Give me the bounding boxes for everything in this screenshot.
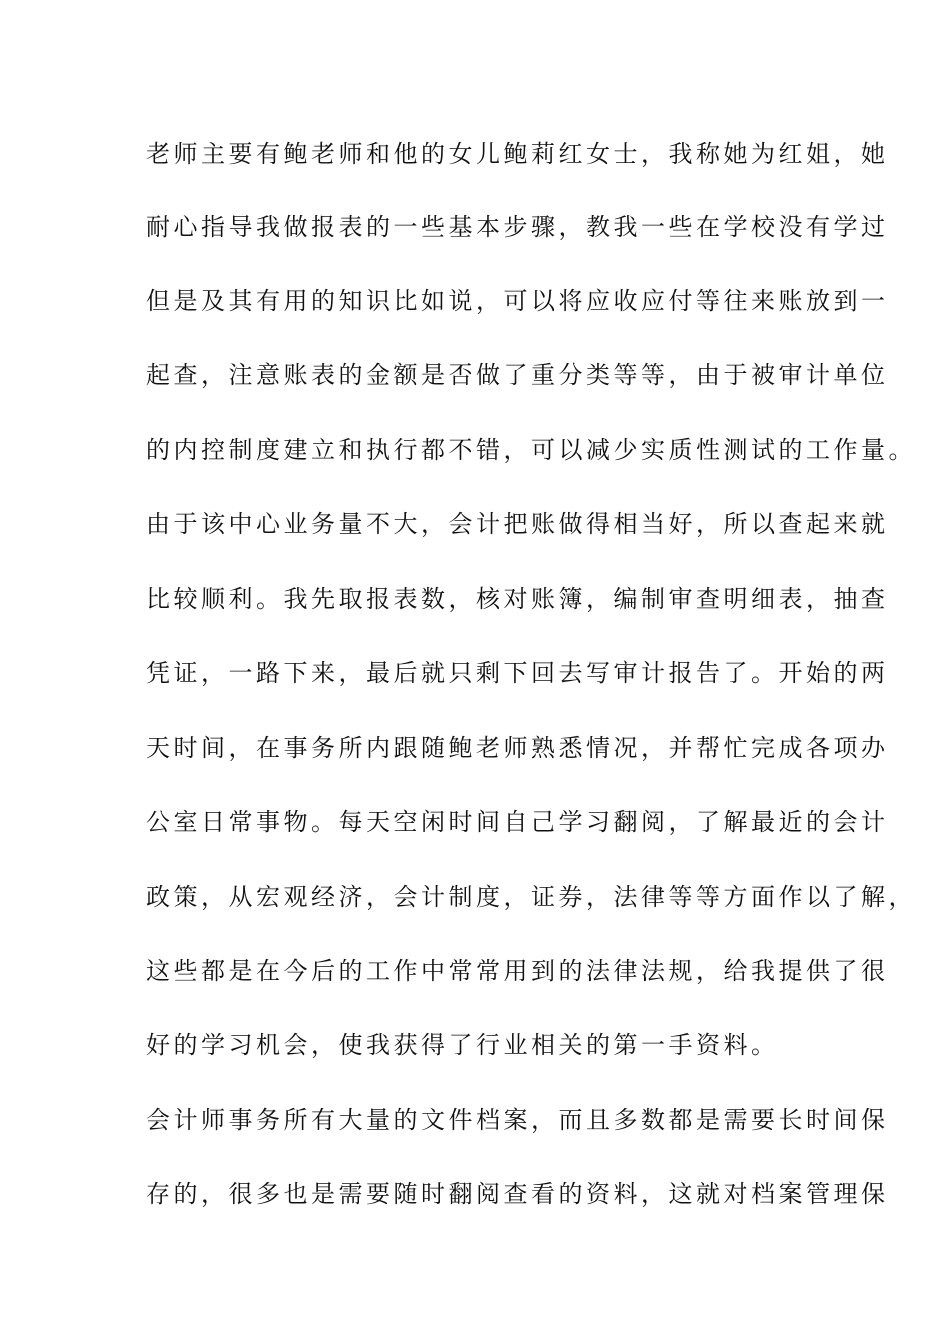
text-line: 天时间，在事务所内跟随鲍老师熟悉情况，并帮忙完成各项办 [146, 734, 889, 762]
text-line: 这些都是在今后的工作中常常用到的法律法规，给我提供了很 [146, 957, 889, 985]
text-line: 起查，注意账表的金额是否做了重分类等等，由于被审计单位 [146, 361, 889, 389]
text-line: 的内控制度建立和执行都不错，可以减少实质性测试的工作量。 [146, 436, 916, 464]
text-line: 政策，从宏观经济，会计制度，证券，法律等等方面作以了解， [146, 883, 916, 911]
text-line: 公室日常事物。每天空闲时间自己学习翻阅，了解最近的会计 [146, 808, 889, 836]
text-line: 由于该中心业务量不大，会计把账做得相当好，所以查起来就 [146, 510, 889, 538]
text-line: 但是及其有用的知识比如说，可以将应收应付等往来账放到一 [146, 287, 889, 315]
text-line: 会计师事务所有大量的文件档案，而且多数都是需要长时间保 [146, 1106, 889, 1134]
text-line: 老师主要有鲍老师和他的女儿鲍莉红女士，我称她为红姐，她 [146, 140, 889, 168]
text-line: 好的学习机会，使我获得了行业相关的第一手资料。 [146, 1031, 779, 1059]
text-line: 存的，很多也是需要随时翻阅查看的资料，这就对档案管理保 [146, 1180, 889, 1208]
text-line: 耐心指导我做报表的一些基本步骤，教我一些在学校没有学过 [146, 213, 889, 241]
text-line: 比较顺利。我先取报表数，核对账簿，编制审查明细表，抽查 [146, 585, 889, 613]
text-line: 凭证，一路下来，最后就只剩下回去写审计报告了。开始的两 [146, 659, 889, 687]
